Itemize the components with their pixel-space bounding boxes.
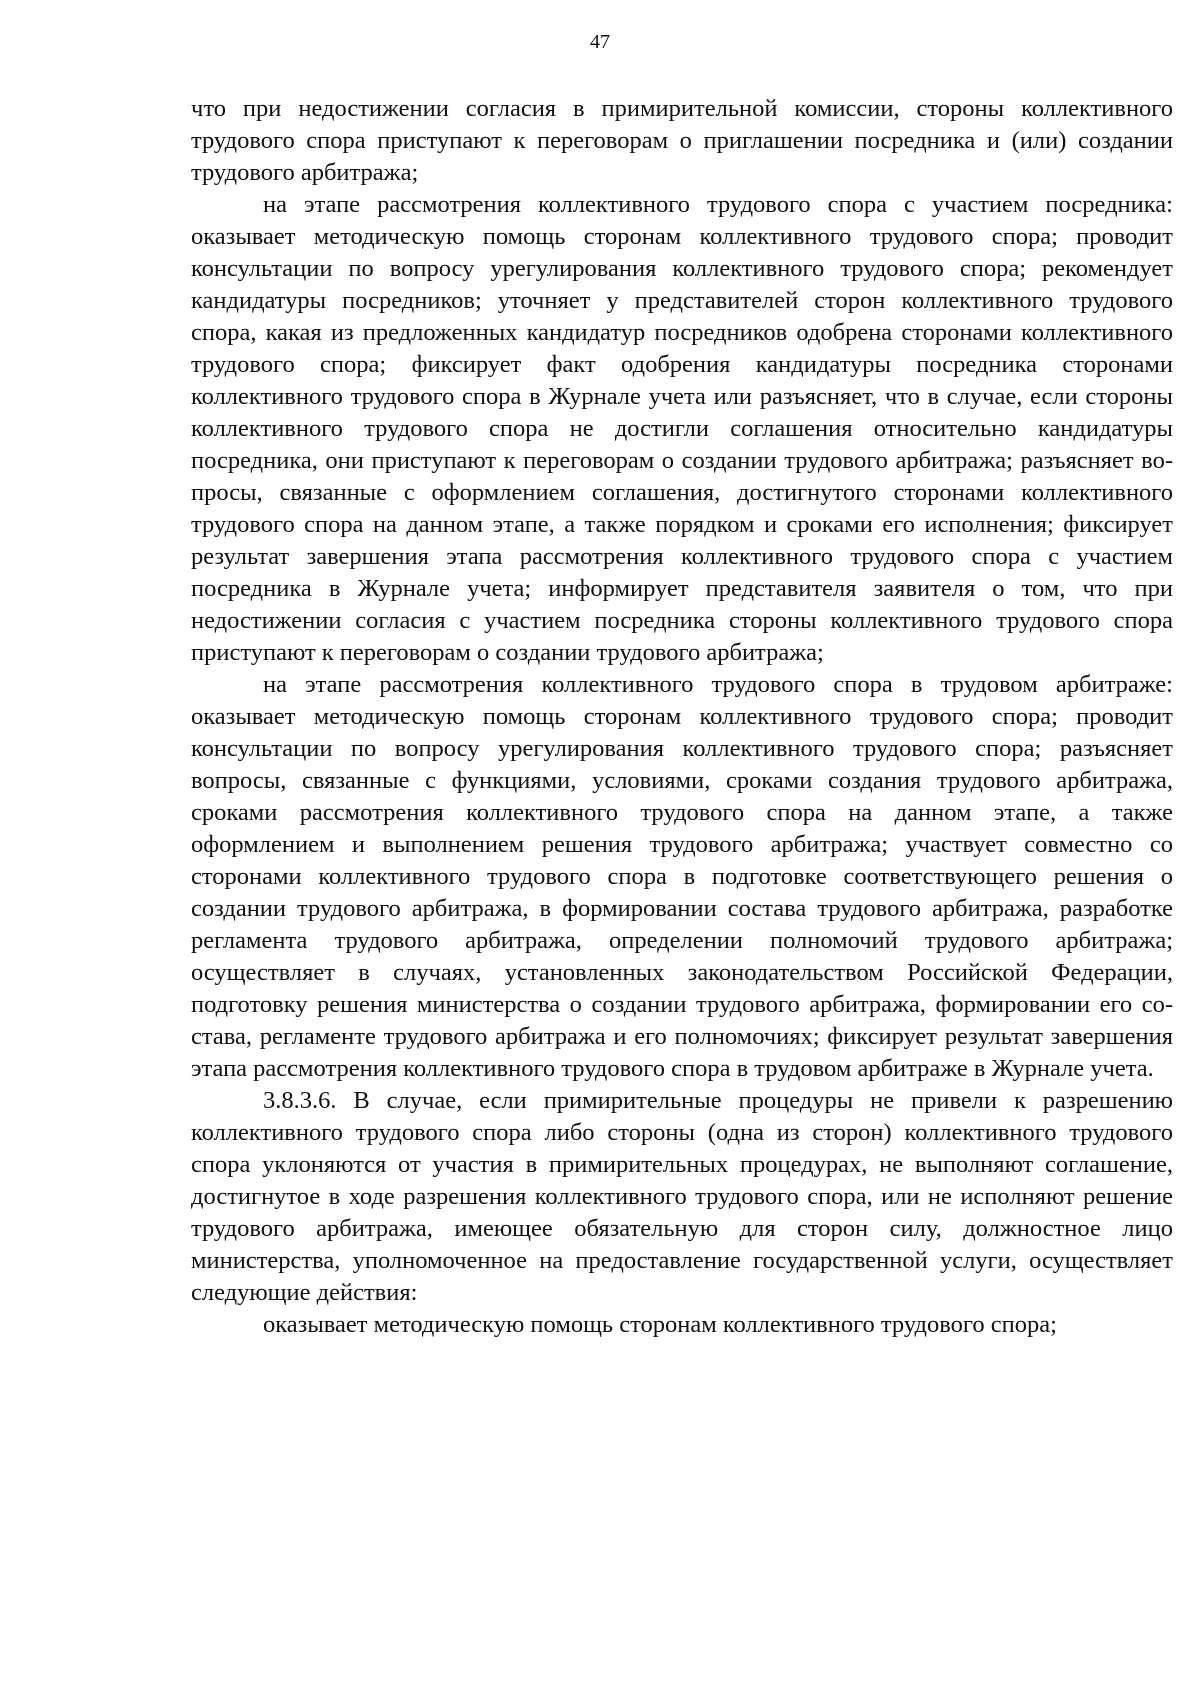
paragraph-labor-arbitration-stage: на этапе рассмотрения коллективного трудового спора в трудовом арбитраже: оказывает методическую помощь сторонам коллективного трудового спора; проводит консультации по вопросу урегулирования коллективного трудового спора; разъясняет вопросы, связанные с функциями, условиями, сроками создания трудового арбитража, сроками рассмотрения коллективного трудового спора на данном этапе, а также оформлением и выполнением решения трудового арбитража; участвует совместно со сторонами коллективного трудового спора в подготовке соответствующего решения о создании трудового арбитража, в формировании состава трудового арбитража, разработке регламента трудового арбитража, определении полномочий трудового арбитража; осуществляет в случаях, установленных законодательством Российской Федерации, подготовку решения министерства о создании трудового арбитража, формировании его состава, регламенте трудового арбитража и его полномочиях; фиксирует результат завершения этапа рассмотрения коллективного трудового спора в трудовом арбитраже в Журнале учета. (191, 671, 1173, 1082)
paragraph-section-3-8-3-6: 3.8.3.6. В случае, если примирительные процедуры не привели к разрешению коллективного трудового спора либо стороны (одна из сторон) коллективного трудового спора уклоняются от участия в примирительных процедурах, не выполняют соглашение, достигнутое в ходе разрешения коллективного трудового спора, или не исполняют решение трудового арбитража, имеющее обязательную для сторон силу, должностное лицо министерства, уполномоченное на предоставление государственной услуги, осуществляет следующие действия: (191, 1087, 1173, 1306)
page-number: 47 (590, 31, 610, 53)
document-body (191, 93, 1173, 1341)
paragraph-mediator-stage: на этапе рассмотрения коллективного трудового спора с участием посредника: оказывает методическую помощь сторонам коллективного трудового спора; проводит консультации по вопросу урегулирования коллективного трудового спора; рекомендует кандидатуры посредников; уточняет у представителей сторон коллективного трудового спора, какая из предложенных кандидатур посредников одобрена сторонами коллективного трудового спора; фиксирует факт одобрения кандидатуры посредника сторонами коллективного трудового спора в Журнале учета или разъясняет, что в случае, если стороны коллективного трудового спора не достигли соглашения относительно кандидатуры посредника, они приступают к переговорам о создании трудового арбитража; разъясняет вопросы, связанные с оформлением соглашения, достигнутого сторонами коллективного трудового спора на данном этапе, а также порядком и сроками его исполнения; фиксирует результат завершения этапа рассмотрения коллективного трудового спора с участием посредника в Журнале учета; информирует представителя заявителя о том, что при недостижении согласия с участием посредника стороны коллективного трудового спора приступают к переговорам о создании трудового арбитража; (191, 191, 1173, 666)
paragraph-methodical-assistance: оказывает методическую помощь сторонам коллективного трудового спора; (263, 1311, 1057, 1338)
paragraph-conciliation-commission: что при недостижении согласия в примирительной комиссии, стороны коллективного трудового спора приступают к переговорам о приглашении посредника и (или) создании трудового арбитража; (191, 95, 1173, 186)
